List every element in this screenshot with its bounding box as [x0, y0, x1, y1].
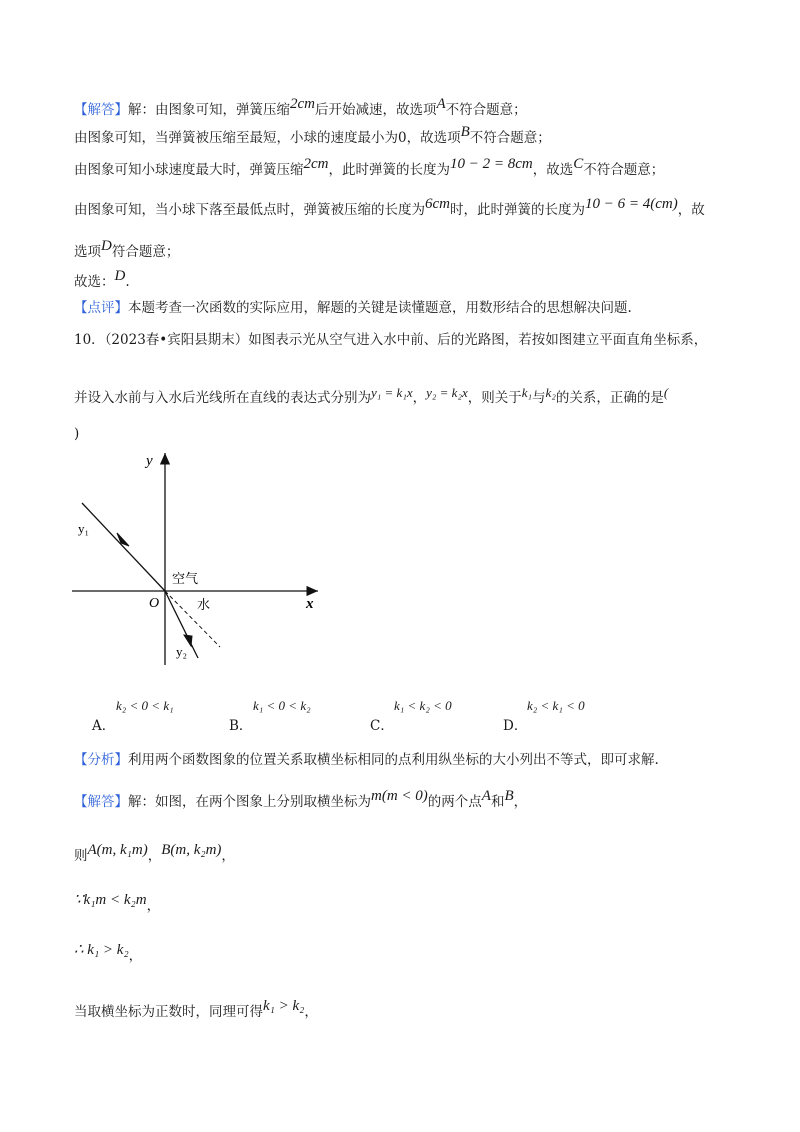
answer-tag-2: 【解答】: [74, 794, 128, 810]
text: 并设入水前与入水后光线所在直线的表达式分别为: [74, 390, 371, 406]
text: ，: [147, 848, 162, 864]
text: 由图象可知小球速度最大时，弹簧压缩: [74, 162, 304, 178]
text: 的关系，正确的是: [555, 390, 664, 406]
text: ): [74, 426, 80, 442]
text: ，故选: [532, 162, 574, 178]
option-a-expr: k₂ < 0 < k₁: [116, 698, 174, 713]
text: ，: [221, 848, 235, 864]
text: ，则关于: [467, 390, 522, 406]
solution-line-4: [74, 196, 705, 220]
option-c-letter: C．: [370, 718, 394, 734]
math: 10 − 6 = 4(cm): [585, 196, 678, 212]
math: D: [114, 268, 126, 284]
question-10-paren: [74, 424, 79, 444]
text: ，: [128, 948, 143, 964]
light-path-figure: [60, 445, 340, 675]
solution2-line-4: [74, 942, 143, 966]
solution-line-3: [74, 156, 665, 180]
solution-line-5: [74, 238, 180, 262]
math: m(m < 0): [371, 788, 428, 804]
solution-line-6: [74, 268, 130, 292]
text: 不符合题意；: [469, 130, 551, 146]
answer-tag: 【解答】: [74, 102, 128, 118]
text: ，此时弹簧的长度为: [328, 162, 450, 178]
y1-label: y₁: [78, 521, 90, 536]
question-10-line-2: [74, 385, 669, 408]
comment-tag: 【点评】: [74, 300, 128, 316]
text: 不符合题意；: [583, 162, 665, 178]
solution2-line-1: [74, 788, 528, 812]
math: A: [481, 788, 491, 804]
math: A: [436, 96, 446, 112]
solution2-line-3: [74, 892, 161, 916]
text: 故选：: [74, 274, 115, 290]
text: 后开始减速，故选项: [315, 102, 437, 118]
math: 6cm: [425, 196, 450, 212]
text: ，: [513, 794, 528, 810]
math: B: [504, 788, 514, 804]
text: 则: [74, 848, 88, 864]
math: k₁: [521, 385, 533, 400]
incident-ray-y1: [82, 503, 165, 591]
math: 10 − 2 = 8cm: [450, 156, 533, 172]
text: （2023春•宾阳县期末）如图表示光从空气进入水中前、后的光路图，若按如图建立平面直角坐标系，: [104, 332, 708, 348]
text: 时，此时弹簧的长度为: [450, 202, 585, 218]
solution-line-2: [74, 124, 551, 148]
math: ∵k₁m < k₂m: [74, 892, 147, 908]
text: ，: [412, 390, 427, 406]
math: k₂: [545, 385, 556, 400]
option-a-letter: A．: [92, 718, 116, 734]
x-axis-label: x: [306, 596, 314, 612]
option-d-expr: k₂ < k₁ < 0: [527, 698, 585, 713]
option-d-letter: D．: [503, 718, 528, 734]
text: 解：如图，在两个图象上分别取横坐标为: [128, 794, 371, 810]
dashed-extension: [165, 591, 220, 647]
math: D: [101, 238, 112, 254]
y-axis-label: y: [146, 453, 153, 469]
text: 和: [490, 794, 505, 810]
text: 解：由图象可知，弹簧压缩: [128, 102, 290, 118]
solution-line-1: [74, 96, 527, 120]
math: A(m, k₁m): [87, 842, 148, 858]
math: 2cm: [290, 96, 315, 112]
text: 选项: [74, 244, 101, 260]
option-b-expr: k₁ < 0 < k₂: [253, 698, 311, 713]
text: 由图象可知，当弹簧被压缩至最短，小球的速度最小为0，故选项: [74, 130, 461, 146]
text: 符合题意；: [111, 244, 180, 260]
y2-label: y₂: [176, 644, 188, 659]
option-b-letter: B．: [229, 718, 253, 734]
incident-ray-arrow-icon: [117, 533, 129, 546]
text: ，故: [677, 202, 705, 218]
question-number: 10．: [74, 332, 105, 348]
comment-line: [74, 298, 632, 318]
analysis-tag: 【分析】: [74, 752, 128, 768]
math: y₁ = k₁x: [371, 385, 413, 400]
math: y₂ = k₂x: [426, 385, 468, 400]
math: ∴ k₁ > k₂: [74, 942, 129, 958]
option-c-expr: k₁ < k₂ < 0: [394, 698, 452, 713]
text: 不符合题意；: [445, 102, 527, 118]
text: 的两个点: [427, 794, 482, 810]
water-label: 水: [197, 597, 211, 612]
text: 利用两个函数图象的位置关系取横坐标相同的点利用纵坐标的大小列出不等式，即可求解.: [128, 752, 659, 768]
question-10-line-1: [74, 330, 707, 350]
text: 由图象可知，当小球下落至最低点时，弹簧被压缩的长度为: [74, 202, 425, 218]
math: C: [573, 156, 584, 172]
text: 当取横坐标为正数时，同理可得: [74, 1004, 263, 1020]
origin-label: O: [149, 596, 160, 611]
math: B: [460, 124, 470, 140]
math: k₁ > k₂: [263, 998, 305, 1014]
solution2-line-5: [74, 998, 318, 1022]
text: .: [125, 274, 130, 290]
text: ，: [304, 1004, 318, 1020]
air-label: 空气: [172, 571, 199, 586]
text: ，: [146, 898, 161, 914]
text: 本题考查一次函数的实际应用，解题的关键是读懂题意，用数形结合的思想解决问题.: [128, 300, 632, 316]
analysis-line: [74, 750, 659, 770]
solution2-line-2: [74, 842, 235, 866]
math: B(m, k₂m): [161, 842, 222, 858]
math: (: [663, 385, 669, 400]
math: 2cm: [303, 156, 329, 172]
text: 与: [532, 390, 546, 406]
